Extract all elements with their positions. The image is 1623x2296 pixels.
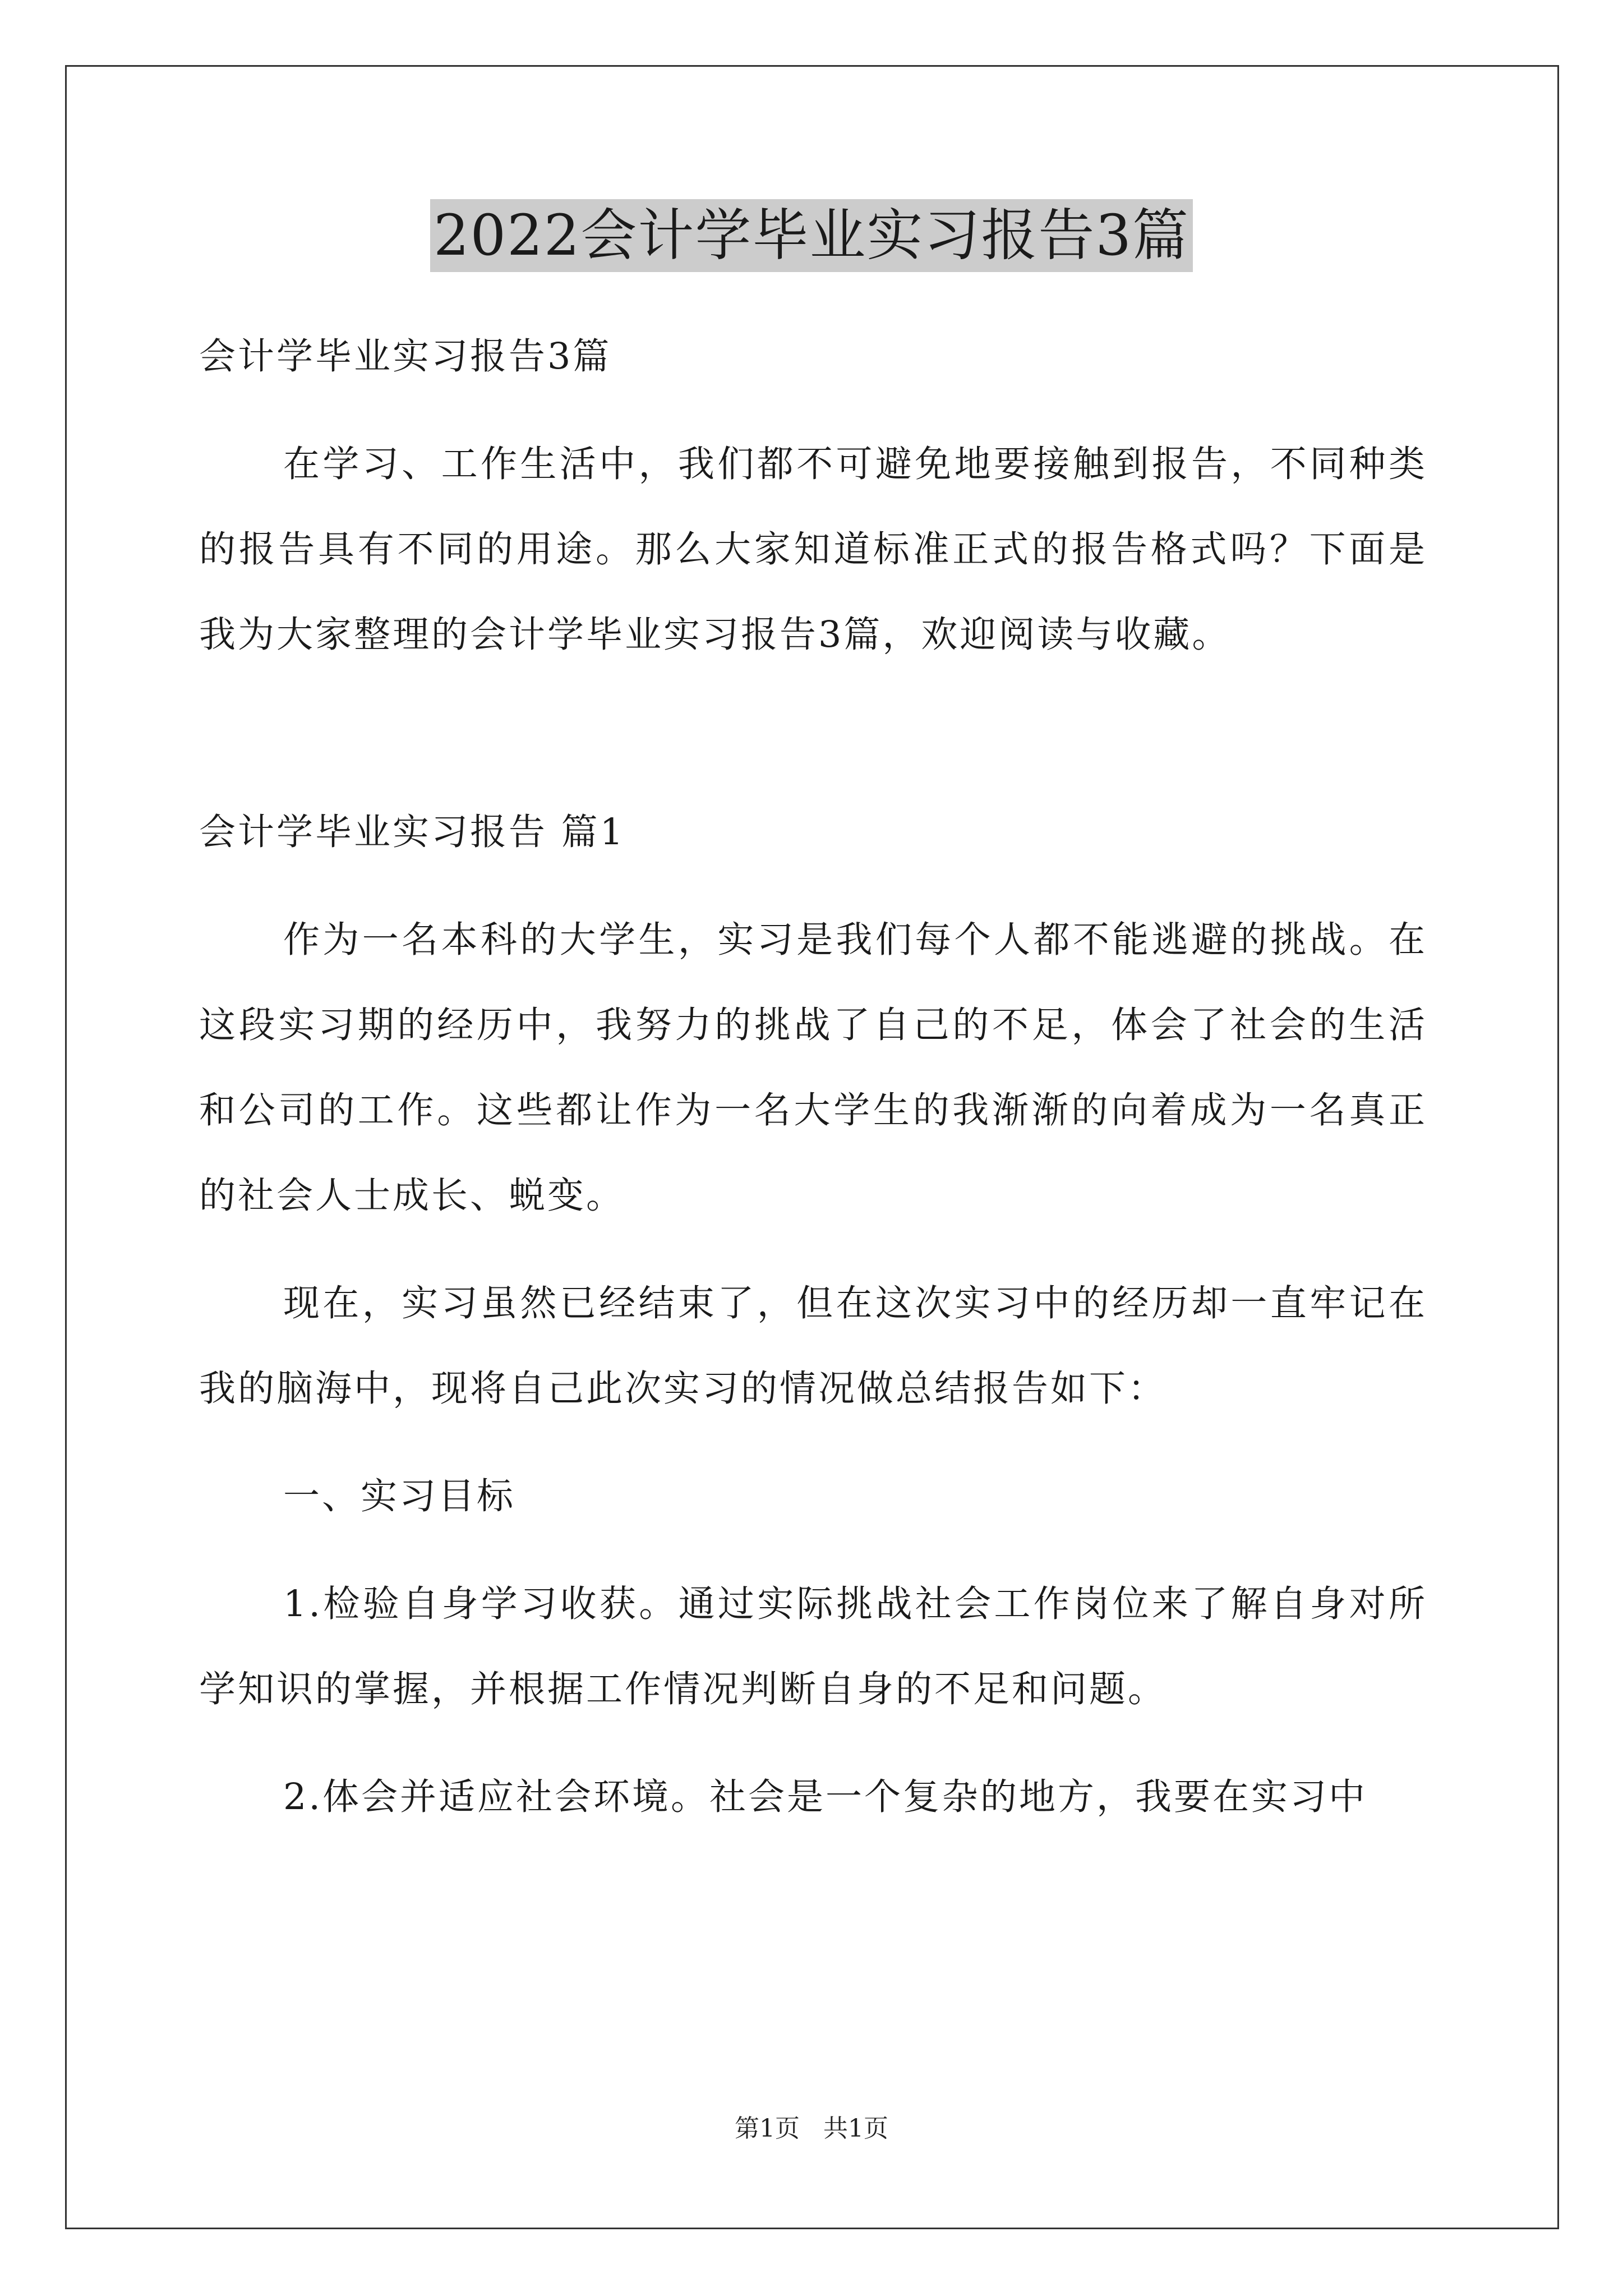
body-paragraph-2: 现在，实习虽然已经结束了，但在这次实习中的经历却一直牢记在我的脑海中，现将自己此次实习的情况做总结报告如下： [199, 1282, 1427, 1410]
section-heading: 会计学毕业实习报告 篇1 [199, 811, 626, 853]
body-paragraph-1: 作为一名本科的大学生，实习是我们每个人都不能逃避的挑战。在这段实习期的经历中，我努力的挑战了自己的不足，体会了社会的生活和公司的工作。这些都让作为一名大学生的我渐渐的向着成为一名真正的社会人士成长、蜕变。 [199, 919, 1427, 1217]
document-body [199, 314, 1427, 1840]
title-container [0, 199, 1623, 272]
document-title: 2022会计学毕业实习报告3篇 [430, 199, 1193, 272]
list-item-1: 1.检验自身学习收获。通过实际挑战社会工作岗位来了解自身对所学知识的掌握，并根据工作情况判断自身的不足和问题。 [199, 1583, 1427, 1710]
document-subtitle: 会计学毕业实习报告3篇 [199, 335, 612, 378]
page-total: 共1页 [823, 2114, 888, 2143]
page-number: 第1页 [735, 2114, 800, 2143]
intro-paragraph: 在学习、工作生活中，我们都不可避免地要接触到报告，不同种类的报告具有不同的用途。那么大家知道标准正式的报告格式吗？下面是我为大家整理的会计学毕业实习报告3篇，欢迎阅读与收藏。 [199, 443, 1427, 656]
page-footer [0, 2112, 1623, 2146]
list-item-2: 2.体会并适应社会环境。社会是一个复杂的地方，我要在实习中 [283, 1776, 1368, 1818]
list-heading: 一、实习目标 [283, 1475, 516, 1517]
